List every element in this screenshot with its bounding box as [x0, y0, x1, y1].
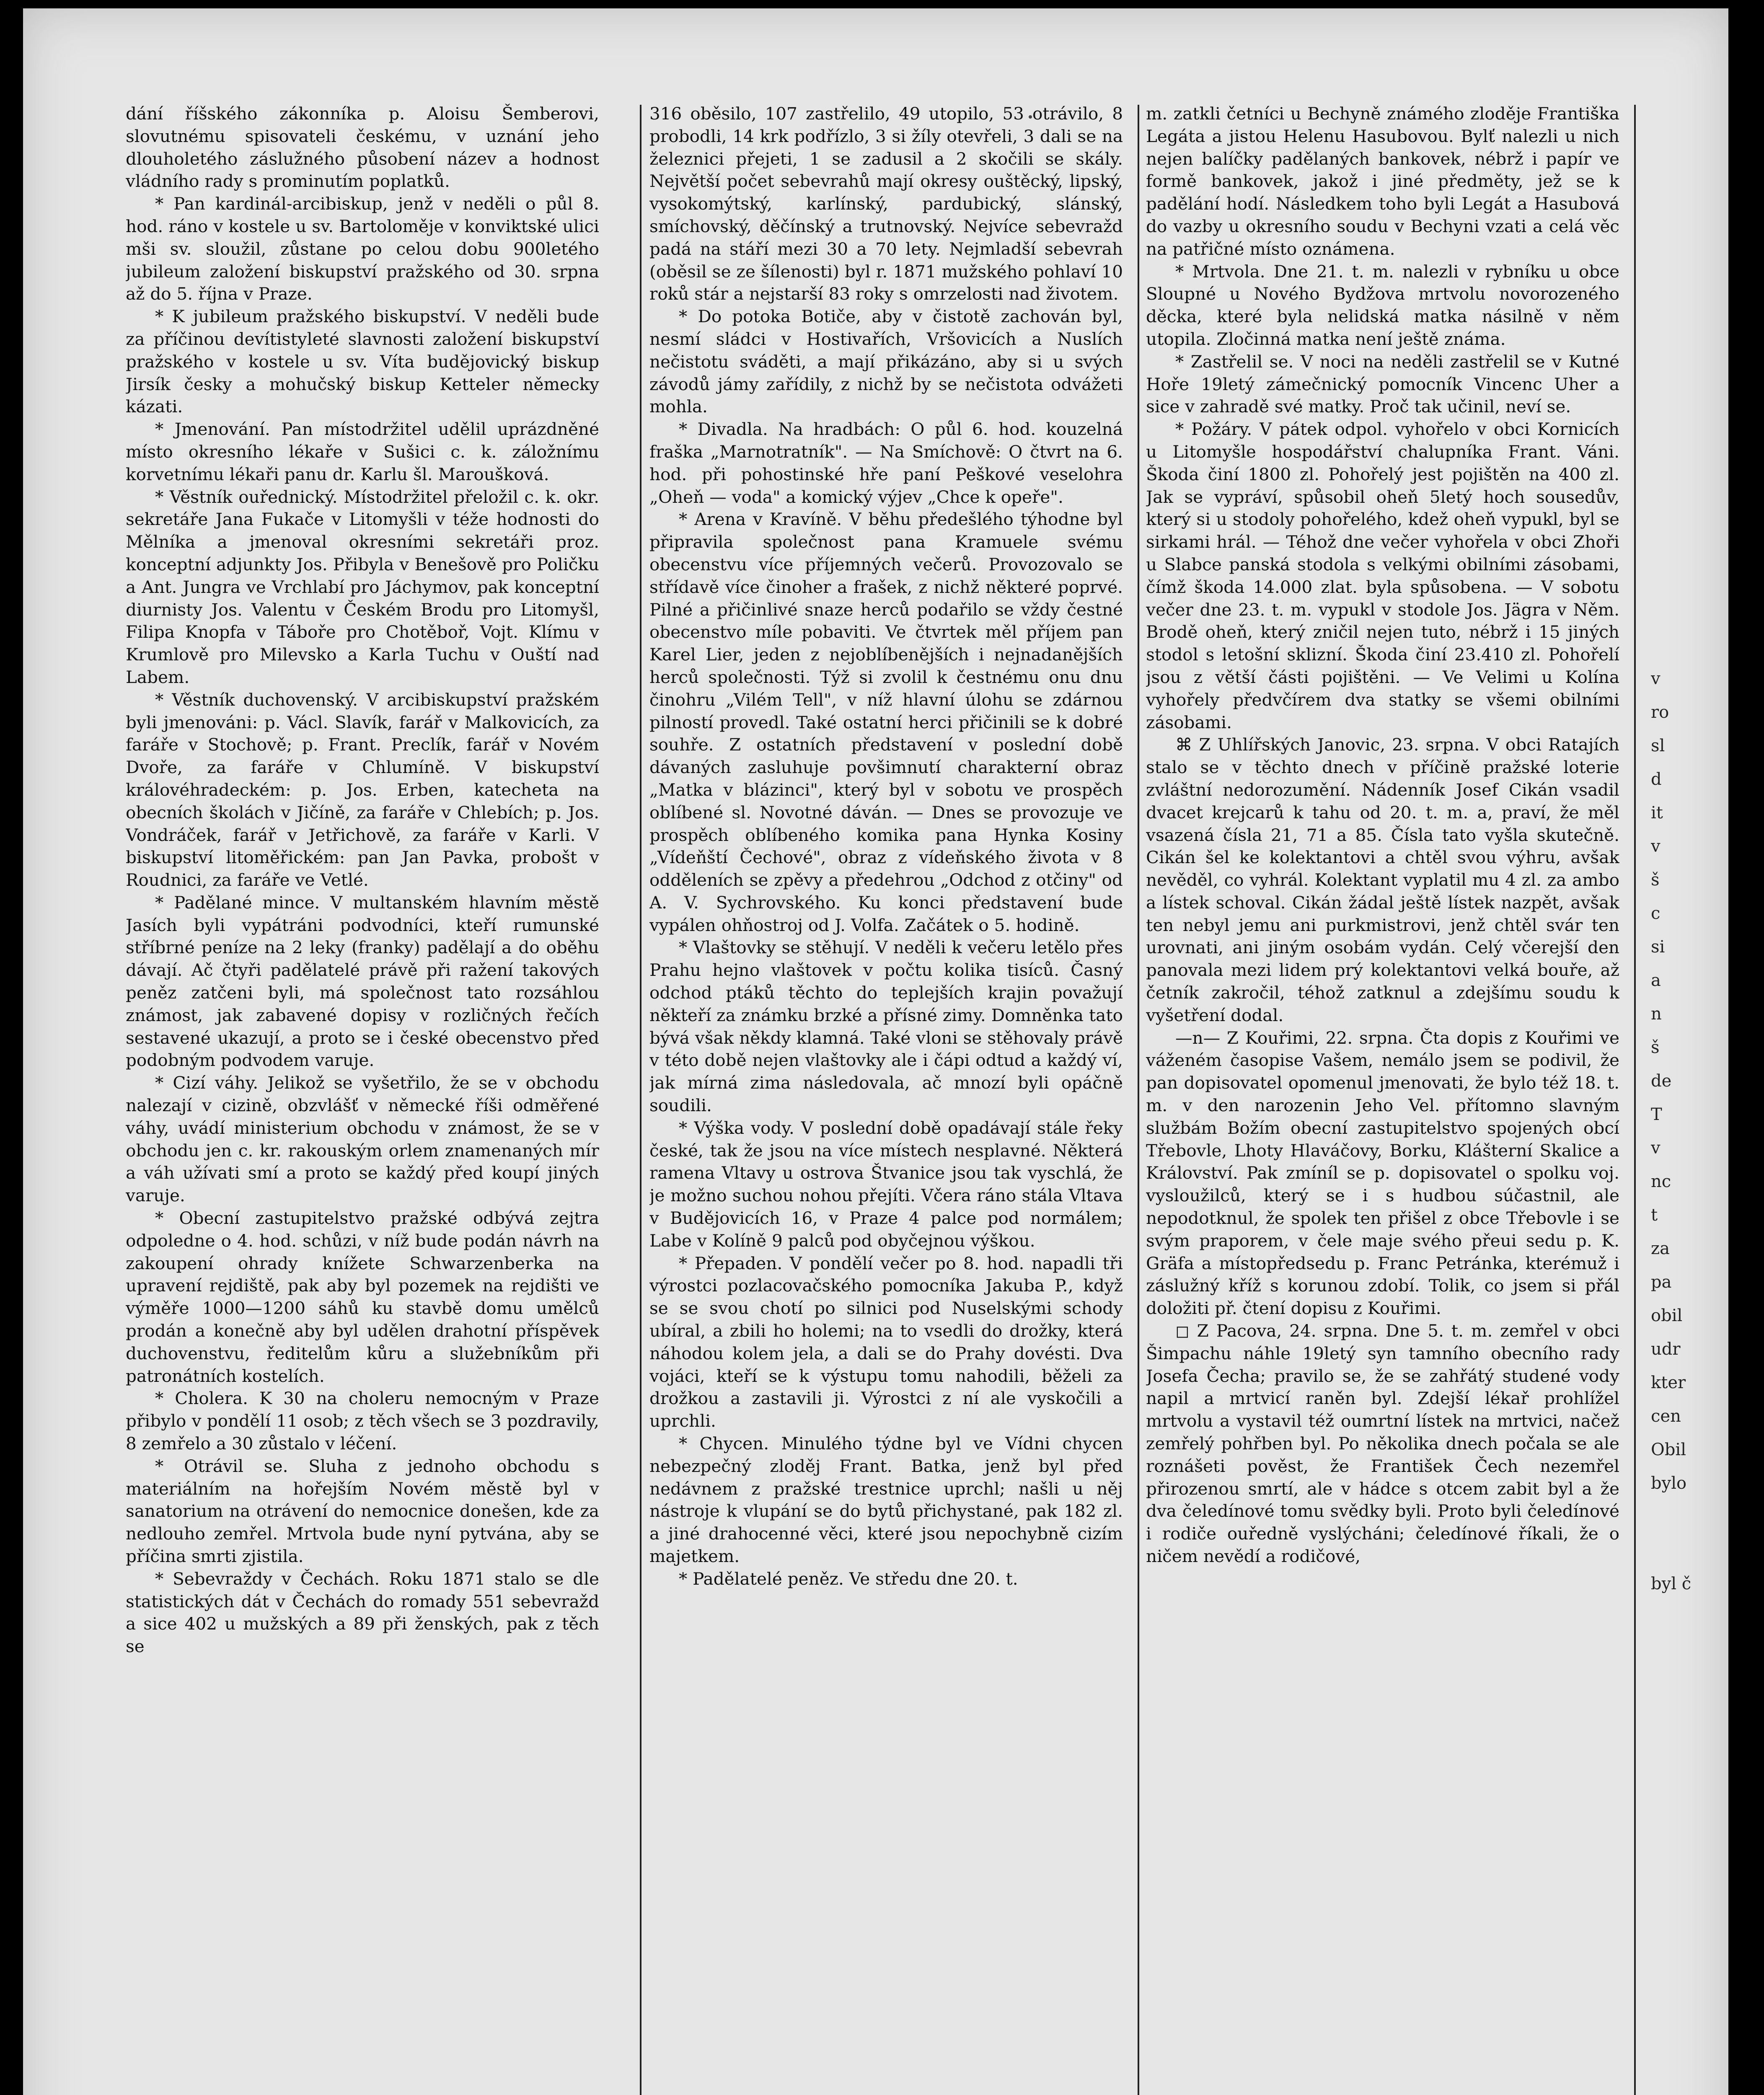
paragraph: * Obecní zastupitelstvo pražské odbývá zejtra odpoledne o 4. hod. schůzi, v níž bude podán návrh na zakoupení ohrady knížete Schwarzenberka na upravení rejdiště, pak aby byl pozemek na rejdišti ve výměře 1000—1200 sáhů ku stavbě domu umělců prodán a konečně aby byl udělen drahotní příspěvek duchovenstvu, ředitelům kůru a služebníkům při patronátních kostelích. — [126, 1208, 599, 1386]
paragraph: * Chycen. Minulého týdne byl ve Vídni chycen nebezpečný zloděj Frant. Batka, jenž byl před nedávnem z pražské trestnice uprchl; našli u něj nástroje k vlupání se do bytů přichystané, pak 182 zl. a jiné drahocenné věci, které jsou nepochybně cizím majetkem. — [649, 1433, 1123, 1566]
paragraph: * Cholera. K 30 na choleru nemocným v Praze přibylo v pondělí 11 osob; z těch všech se 3 pozdravily, 8 zemřelo a 30 zůstalo v léčení. — [126, 1388, 599, 1454]
paragraph: m. zatkli četníci u Bechyně známého zloděje Františka Legáta a jistou Helenu Hasubovou. Bylť nalezli u nich nejen balíčky padělaných bankovek, nébrž i papír ve formě bankovek, jakož i jiné předměty, jež se k padělání hodí. Následkem toho byli Legát a Hasubová do vazby u okresního soudu v Bechyni vzati a celá věc na patřičné místo oznámena. — [1146, 103, 1619, 259]
paragraph: dání říšského zákonníka p. Aloisu Šemberovi, slovutnému spisovateli českému, v uznání jeho dlouholetého záslužného působení název a hodnost vládního rady s prominutím poplatků. — [126, 103, 599, 191]
paragraph: * Věstník ouřednický. Místodržitel přeložil c. k. okr. sekretáře Jana Fukače v Litomyšli v téže hodnosti do Mělníka a jmenoval okresními sekretáři proz. konceptní adjunkty Jos. Přibyla v Benešově pro Poličku a Ant. Jungra ve Vrchlabí pro Jáchymov, pak konceptní diurnisty Jos. Valentu v Českém Brodu pro Litomyšl, Filipa Knopfa v Táboře pro Chotěboř, Vojt. Klímu v Krumlově pro Milevsko a Karla Tuchu v Ouští nad Labem. — [126, 486, 599, 687]
paragraph: * Arena v Kravíně. V běhu předešlého týhodne byl připravila společnost pana Kramuele svému obecenstvu více příjemných večerů. Provozovalo se střídavě více činoher a frašek, z nichž některé poprvé. Pilné a přičinlivé snaze herců podařilo se vždy čestné obecenstvo míle pobaviti. Ve čtvrtek měl příjem pan Karel Lier, jeden z nejoblíbenějších i nejnadanějších herců společnosti. Týž si zvolil k čestnému onu dnu činohru „Vilém Tell", v níž hlavní úlohu se zdárnou pilností provedl. Také ostatní herci přičinili se k dobré souhře. Z ostatních představení v poslední době dávaných zasluhuje povšimnutí charakterní obraz „Matka v blázinci", který byl v sobotu ve prospěch oblíbené sl. Novotné dáván. — Dnes se provozuje ve prospěch oblíbeného komika pana Hynka Kosiny „Vídeňští Čechové", obraz z vídeňského života v 8 odděleních se zpěvy a předehrou „Odchod z otčiny" od A. V. Sychrovského. Ku konci představení bude vypálen ohňostroj od J. Volfa. Začátek o 5. hodině. — [649, 509, 1123, 935]
paragraph: * Sebevraždy v Čechách. Roku 1871 stalo se dle statistických dát v Čechách do romady 551 sebevražd a sice 402 u mužských a 89 při ženských, pak z těch se — [126, 1568, 599, 1657]
column-rule — [1634, 105, 1636, 2095]
paragraph: * Divadla. Na hradbách: O půl 6. hod. kouzelná fraška „Marnotratník". — Na Smíchově: O čtvrt na 6. hod. při pohostinské hře paní Peškové veselohra „Oheň — voda" a komický výjev „Chce k opeře". — [649, 419, 1123, 507]
paragraph: * Otrávil se. Sluha z jednoho obchodu s materiálním na hořejším Novém městě byl v sanatorium na otrávení do nemocnice donešen, kde za nedlouho zemřel. Mrtvola bude nyní pytvána, aby se příčina smrti zjistila. — [126, 1456, 599, 1566]
column-rule — [640, 105, 641, 2095]
paragraph: * Do potoka Botiče, aby v čistotě zachován byl, nesmí sládci v Hostivařích, Vršovicích a Nuslích nečistotu sváděti, a mají přikázáno, aby si u svých závodů jámy zařídily, z nichž by se nečistota odvážeti mohla. — [649, 306, 1123, 417]
paragraph: * Vlaštovky se stěhují. V neděli k večeru letělo přes Prahu hejno vlaštovek v počtu kolika tisíců. Časný odchod ptáků těchto do teplejších krajin považují někteří za známku brzké a přísné zimy. Domněnka tato bývá však někdy klamná. Také vloni se stěhovaly právě v této době nejen vlaštovky ale i čápi odtud a každý ví, jak mírná zima následovala, ač mnozí byli opáčně soudili. — [649, 937, 1123, 1116]
paragraph: * Padělatelé peněz. Ve středu dne 20. t. — [679, 1568, 1018, 1589]
paragraph: * Cizí váhy. Jelikož se vyšetřilo, že se v obchodu nalezají v cizině, obzvlášť v německé říši odměřené váhy, uvádí ministerium obchodu v známost, že se v obchodu jen c. kr. rakouským orlem znamenaných mír a váh užívati smí a proto se každý před koupí jiných varuje. — [126, 1073, 599, 1206]
column-2 — [649, 103, 1123, 2095]
paragraph: * Zastřelil se. V noci na neděli zastřelil se v Kutné Hoře 19letý zámečnický pomocník Vincenc Uher a sice v zahradě své matky. Proč tak učinil, neví se. — [1146, 351, 1619, 417]
paragraph: * Padělané mince. V multanském hlavním městě Jasích byli vypátráni podvodníci, kteří rumunské stříbrné peníze na 2 leky (franky) padělají a do oběhu dávají. Ač čtyři padělatelé právě při ražení takových peněz zatčeni byli, má společnost tato rozsáhlou známost, jak zabavené dopisy v rozličných řečích sestavené ukazují, a proto se i české obecenstvo před podobným podvodem varuje. — [126, 892, 599, 1071]
paragraph: * Věstník duchovenský. V arcibiskupství pražském byli jmenováni: p. Václ. Slavík, farář v Malkovicích, za faráře v Stochově; p. Frant. Preclík, farář v Novém Dvoře, za faráře v Chlumíně. V biskupství královéhradeckém: p. Jos. Erben, katecheta na obecních školách v Jičíně, za faráře v Chlebích; p. Jos. Vondráček, farář v Jetřichově, za faráře v Karli. V biskupství litoměřickém: pan Jan Pavka, probošt v Roudnici, za faráře ve Vetlé. — [126, 689, 599, 890]
paragraph: ⌘ Z Uhlířských Janovic, 23. srpna. V obci Ratajích stalo se v těchto dnech v příčině pražské loterie zvláštní nedorozumění. Nádenník Josef Cikán vsadil dvacet krejcarů k tahu od 20. t. m. a, praví, že měl vsazená čísla 21, 71 a 85. Čísla tato vyšla skutečně. Cikán šel ke kolektantovi a chtěl svou výhru, avšak nevěděl, co vyhrál. Kolektant vyplatil mu 4 zl. za ambo a lístek schoval. Cikán žádal ještě lístek nazpět, avšak ten nebyl jemu ani purkmistrovi, jenž chtěl svár ten urovnati, ani jiným osobám vydán. Celý včerejší den panovala mezi lidem prý kolektantovi velká bouře, až četník zakročil, téhož zatknul a zdejšímu soudu k vyšetření dodal. — [1146, 735, 1619, 1025]
paragraph: 316 oběsilo, 107 zastřelilo, 49 utopilo, 53 otrávilo, 8 probodli, 14 krk podřízlo, 3 si žíly otevřeli, 3 dali se na železnici přejeti, 1 se zadusil a 2 skočili se skály. Největší počet sebevrahů mají okresy ouštěcký, lipský, vysokomýtský, karlínský, pardubický, slánský, smíchovský, děčínský a trutnovský. Nejvíce sebevražd padá na stáří mezi 30 a 70 lety. Nejmladší sebevrah (oběsil se ze šílenosti) byl r. 1871 mužského pohlaví 10 roků stár a nejstarší 83 roky s omrzelosti nad životem. — [649, 103, 1123, 304]
paragraph: * Mrtvola. Dne 21. t. m. nalezli v rybníku u obce Sloupné u Nového Bydžova mrtvolu novorozeného děcka, které byla nelidská matka násilně v něm utopila. Zločinná matka není ještě známa. — [1146, 261, 1619, 349]
paragraph: * K jubileum pražského biskupství. V neděli bude za příčinou devítistyleté slavnosti založení biskupství pražského v kostele u sv. Víta budějovický biskup Jirsík česky a mohučský biskup Ketteler německy kázati. — [126, 306, 599, 417]
paragraph: * Pan kardinál-arcibiskup, jenž v neděli o půl 8. hod. ráno v kostele u sv. Bartoloměje v konviktské ulici mši sv. sloužil, zůstane po celou dobu 900letého jubileum založení biskupství pražského od 30. srpna až do 5. října v Praze. — [126, 194, 599, 304]
adjacent-page-fragment: v ro sl d it v š c si a n š de T v nc t za pa obil udr kter cen Obil bylo byl č — [1651, 669, 1692, 1593]
newspaper-page — [23, 8, 1728, 2095]
column-1 — [126, 103, 599, 2095]
paragraph: * Přepaden. V pondělí večer po 8. hod. napadli tři výrostci pozlacovačského pomocníka Jakuba P., když se se svou chotí po silnici pod Nuselskými schody ubíral, a zbili ho holemi; na to vsedli do drožky, která náhodou kolem jela, a dali se do Prahy dovésti. Dva vojáci, kteří se k výstupu tomu nahodili, běželi za drožkou a zastavili ji. Výrostci z ní ale vyskočili a uprchli. — [649, 1253, 1123, 1431]
paragraph: * Jmenování. Pan místodržitel udělil uprázdněné místo okresního lékaře v Sušici c. k. záložnímu korvetnímu lékaři panu dr. Karlu šl. Maroušková. — [126, 419, 599, 484]
column-rule — [1138, 105, 1139, 2095]
column-3 — [1146, 103, 1619, 2095]
paragraph: ◻ Z Pacova, 24. srpna. Dne 5. t. m. zemřel v obci Šimpachu náhle 19letý syn tamního obecního rady Josefa Čecha; pravilo se, že se zahřátý studené vody napil a mrtvicí raněn byl. Zdejší lékař prohlížel mrtvolu a vystavil též oumrtní lístek na mrtvici, načež zemřelý pohřben byl. Po několika dnech počala se ale roznášeti pověst, že František Čech nezemřel přirozenou smrtí, ale v hádce s otcem zabit byl a že dva čeledínové tomu svědky byli. Proto byli čeledínové i rodiče ouředně vyslýcháni; čeledínové říkali, že o ničem nevědí a rodičové, — [1146, 1321, 1619, 1566]
paragraph: —n— Z Kouřimi, 22. srpna. Čta dopis z Kouřimi ve váženém časopise Vašem, nemálo jsem se podivil, že pan dopisovatel opomenul jmenovati, že bylo též 18. t. m. v den narozenin Jeho Vel. přítomno slavným službám Božím obecní zastupitelstvo spojených obcí Třebovle, Lhoty Hlaváčovy, Borku, Klášterní Skalice a Království. Pak zmíníl se p. dopisovatel o spolku voj. vysloužilců, který se i s hudbou súčastnil, ale nepodotknul, že spolek ten přišel z obce Třebovle i se svým praporem, v čele maje svého přeui sedu p. K. Gräfa a místopředsedu p. Franc Petránka, kterémuž i záslužný kříž s korunou zdobí. Tolik, co jsem si přál doložiti př. čtení dopisu z Kouřimi. — [1146, 1027, 1619, 1319]
paragraph: * Požáry. V pátek odpol. vyhořelo v obci Kornicích u Litomyšle hospodářství chalupníka Frant. Váni. Škoda činí 1800 zl. Pohořelý jest pojištěn na 400 zl. Jak se vypráví, spůsobil oheň 5letý hoch sousedův, který si u stodoly pohořelého, kdež oheň vypukl, byl se sirkami hrál. — Téhož dne večer vyhořela v obci Zhoři u Slabce panská stodola s velkými obilními zásobami, čímž škoda 14.000 zlat. byla spůsobena. — V sobotu večer dne 23. t. m. vypukl v stodole Jos. Jägra v Něm. Brodě oheň, který zničil nejen tuto, nébrž i 15 jiných stodol s letošní sklizní. Škoda činí 23.410 zl. Pohořelí jsou z větší části pojištěni. — Ve Velimi u Kolína vyhořely předvčírem dva statky se všemi obilními zásobami. — [1146, 419, 1619, 732]
paragraph: * Výška vody. V poslední době opadávají stále řeky české, tak že jsou na více místech nesplavné. Některá ramena Vltavy u ostrova Štvanice jsou tak vyschlá, že je možno suchou nohou přejíti. Včera ráno stála Vltava v Budějovicích 16, v Praze 4 palce pod normálem; Labe v Kolíně 9 palců pod obyčejnou výškou. — [649, 1117, 1123, 1251]
